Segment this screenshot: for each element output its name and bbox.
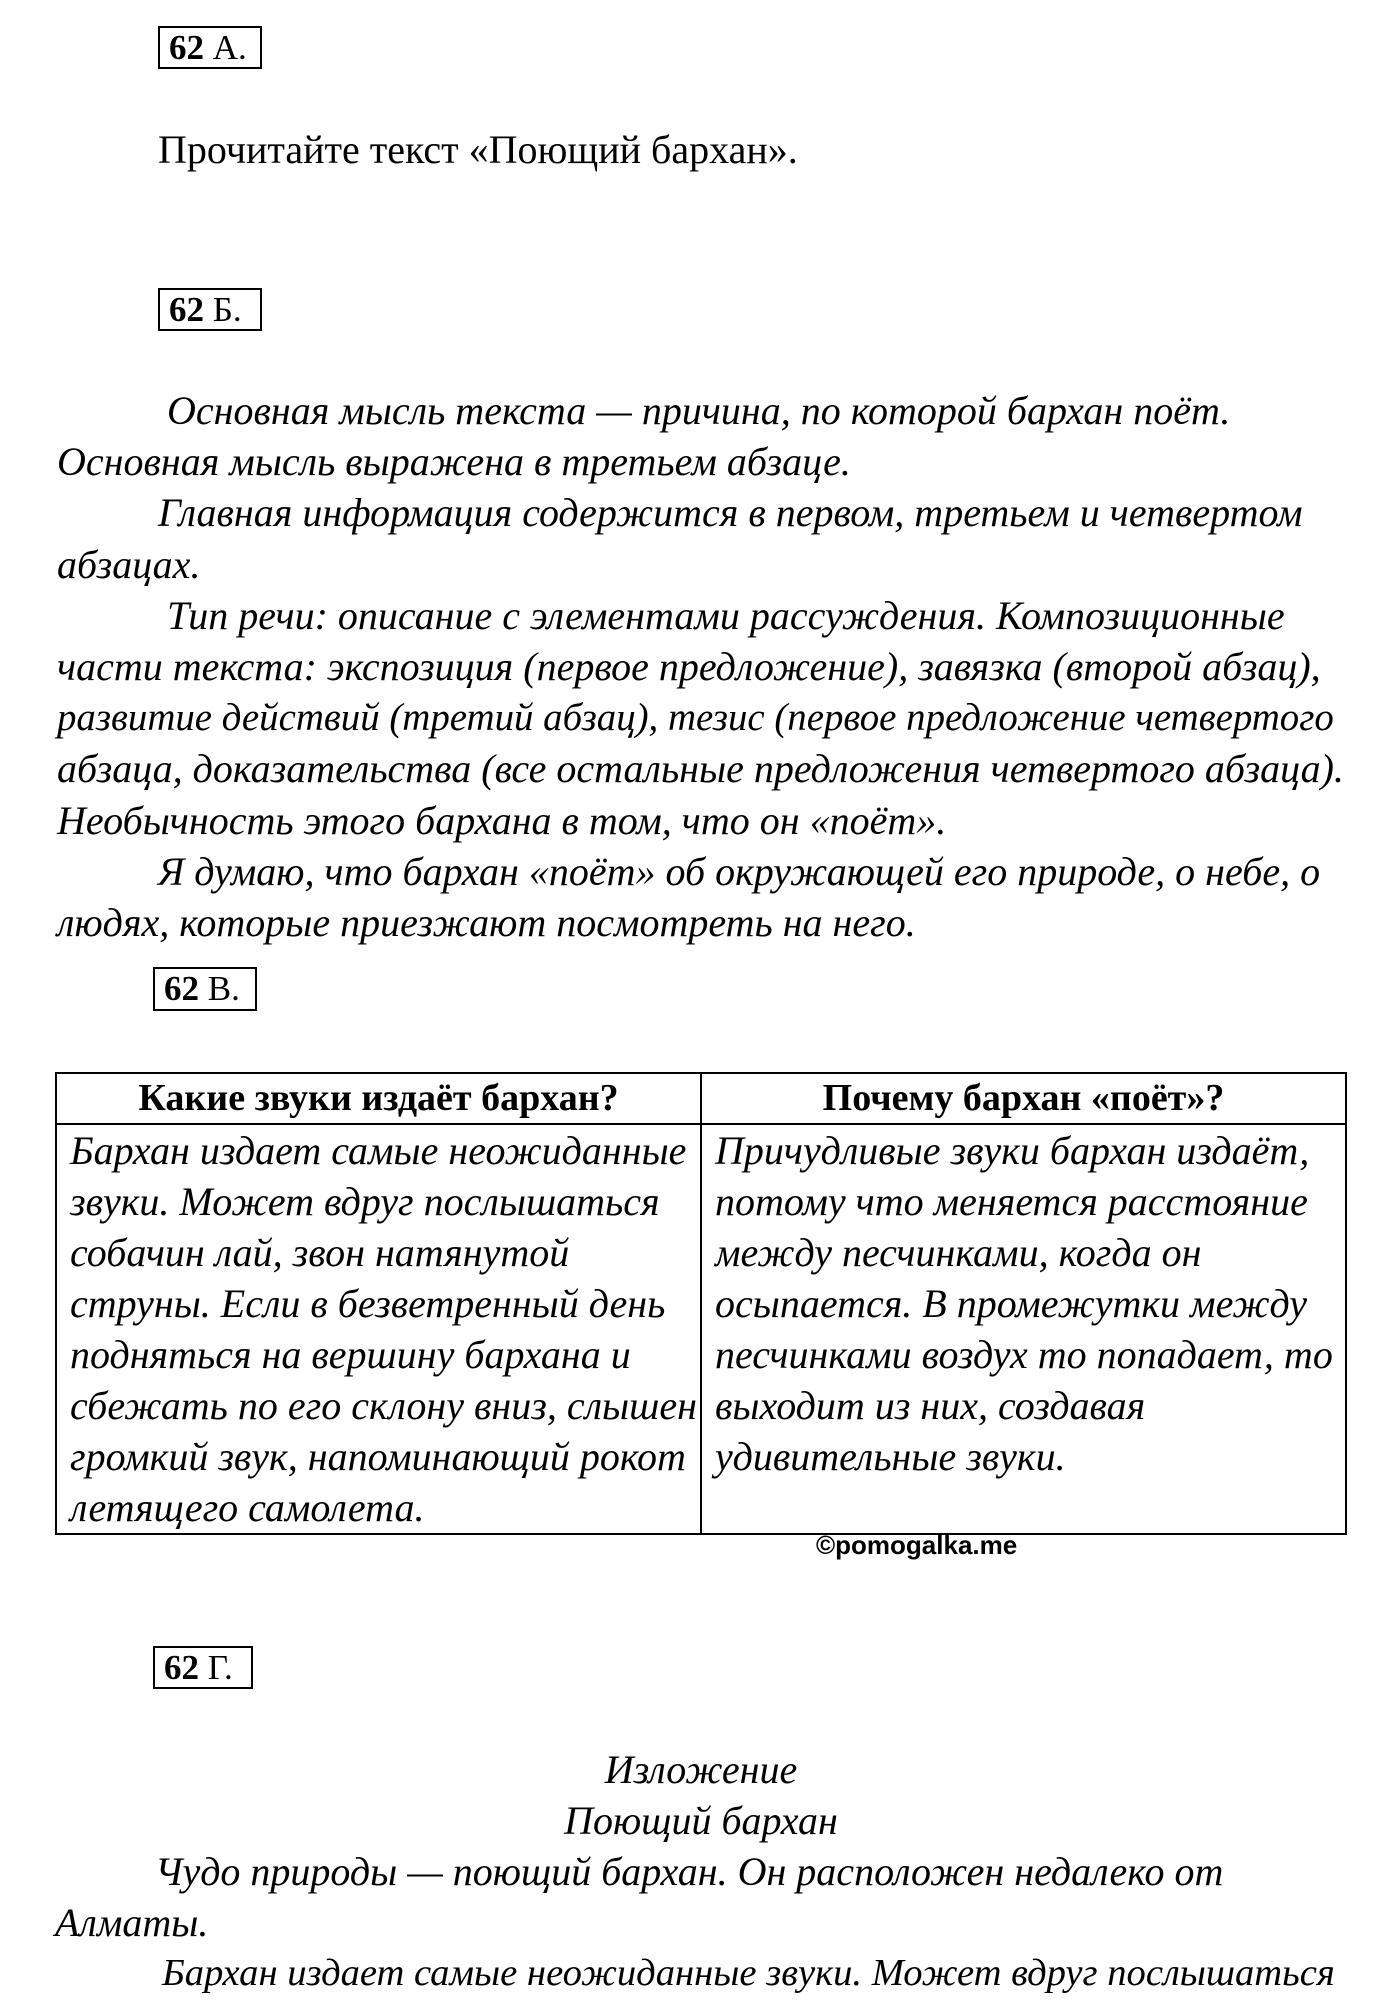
task-number: 62	[164, 969, 199, 1008]
table-cell	[702, 1125, 1345, 1533]
text-line: звуки. Может вдруг послышаться	[70, 1179, 660, 1224]
essay-title: Изложение	[604, 1747, 798, 1792]
text-line: абзаца, доказательства (все остальные предложения четвертого абзаца).	[57, 746, 1344, 792]
text-line: Необычность этого бархана в том, что он «поёт».	[57, 797, 947, 843]
text-line: абзацах.	[57, 541, 201, 587]
table-row	[57, 1125, 1345, 1533]
task-label-62a	[158, 26, 262, 69]
text-line: Бархан издает самые неожиданные звуки. Может вдруг послышаться	[162, 1952, 1335, 1994]
text-line: Я думаю, что бархан «поёт» об окружающей его природе, о небе, о	[158, 848, 1321, 894]
task-letter: Г.	[207, 1648, 233, 1687]
task-b-answer	[57, 385, 1347, 948]
task-g-answer	[55, 1744, 1347, 1999]
text-line: Тип речи: описание с элементами рассуждения. Композиционные	[167, 592, 1285, 638]
text-line: Причудливые звуки бархан издаёт,	[715, 1128, 1310, 1173]
table-cell	[57, 1125, 702, 1533]
task-number: 62	[164, 1648, 199, 1687]
text-line: удивительные звуки.	[715, 1434, 1066, 1479]
text-line: людях, которые приезжают посмотреть на него.	[57, 900, 916, 946]
text-line: Бархан издает самые неожиданные	[70, 1128, 687, 1173]
essay-subtitle: Поющий бархан	[564, 1798, 838, 1843]
text-line: Главная информация содержится в первом, третьем и четвертом	[158, 490, 1303, 536]
text-line: песчинками воздух то попадает, то	[715, 1332, 1333, 1377]
task-a-instruction: Прочитайте текст «Поющий бархан».	[158, 127, 798, 172]
text-line: выходит из них, создавая	[715, 1383, 1146, 1428]
task-number: 62	[169, 290, 204, 329]
task-number: 62	[169, 28, 204, 67]
text-line: сбежать по его склону вниз, слышен	[70, 1383, 697, 1428]
answer-table	[55, 1072, 1347, 1535]
task-label-62v	[153, 967, 257, 1011]
table-header-cell: Почему бархан «поёт»?	[822, 1077, 1225, 1119]
text-line: потому что меняется расстояние	[715, 1179, 1308, 1224]
text-line: струны. Если в безветренный день	[70, 1281, 666, 1326]
text-line: развитие действий (третий абзац), тезис (первое предложение четвертого	[57, 696, 1334, 740]
task-label-62b	[158, 288, 262, 331]
text-line: летящего самолета.	[70, 1485, 425, 1530]
text-line: громкий звук, напоминающий рокот	[70, 1434, 686, 1479]
table-header-row	[57, 1074, 1345, 1125]
watermark: ©pomogalka.me	[816, 1530, 1018, 1560]
text-line: Основная мысль текста — причина, по которой бархан поёт.	[167, 388, 1231, 433]
table-header-cell: Какие звуки издаёт бархан?	[57, 1074, 702, 1123]
text-line: Алматы.	[55, 1900, 209, 1945]
task-letter: А.	[212, 28, 247, 67]
task-letter: Б.	[212, 290, 242, 329]
text-line: Основная мысль выражена в третьем абзаце.	[57, 439, 851, 485]
text-line: осыпается. В промежутки между	[715, 1281, 1308, 1326]
task-label-62g	[153, 1646, 253, 1689]
task-letter: В.	[207, 969, 240, 1008]
text-line: части текста: экспозиция (первое предложение), завязка (второй абзац),	[57, 644, 1321, 690]
text-line: Чудо природы — поющий бархан. Он расположен недалеко от	[155, 1849, 1224, 1894]
text-line: между песчинками, когда он	[715, 1230, 1202, 1275]
text-line: подняться на вершину бархана и	[70, 1332, 631, 1377]
text-line: собачин лай, звон натянутой	[70, 1230, 570, 1275]
